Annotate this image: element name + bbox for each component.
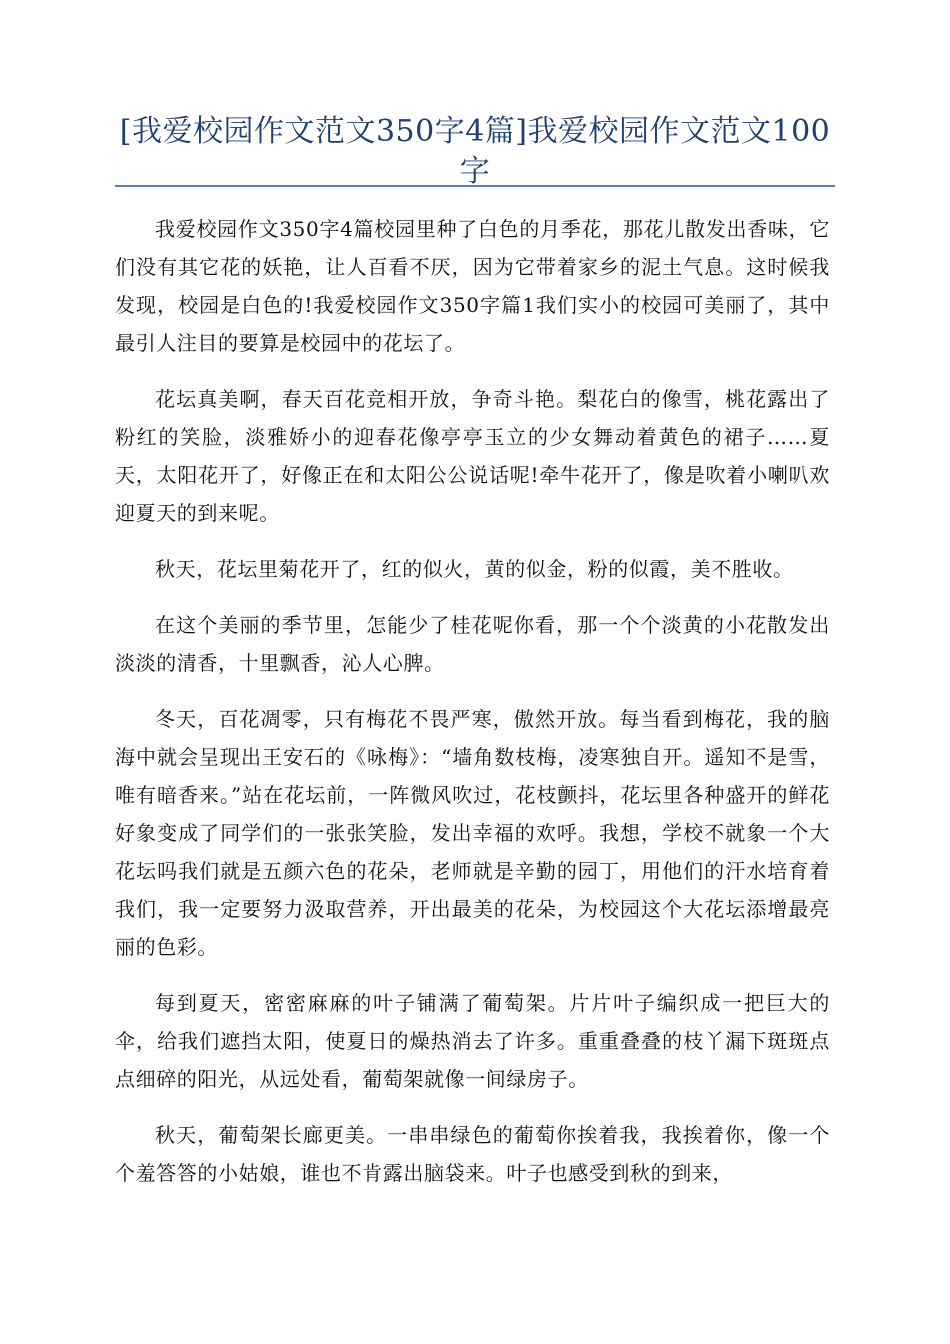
paragraph-7: 秋天，葡萄架长廊更美。一串串绿色的葡萄你挨着我，我挨着你，像一个个羞答答的小姑娘，谁也不肯露出脑袋来。叶子也感受到秋的到来， — [115, 1123, 830, 1185]
paragraph-1: 我爱校园作文350字4篇校园里种了白色的月季花，那花儿散发出香味，它们没有其它花的妖艳，让人百看不厌，因为它带着家乡的泥土气息。这时候我发现，校园是白色的!我爱校园作文350字篇1我们实小的校园可美丽了，其中最引人注目的要算是校园中的花坛了。 — [115, 217, 830, 355]
paragraph-2: 花坛真美啊，春天百花竞相开放，争奇斗艳。梨花白的像雪，桃花露出了粉红的笑脸，淡雅娇小的迎春花像亭亭玉立的少女舞动着黄色的裙子……夏天，太阳花开了，好像正在和太阳公公说话呢!牵牛花开了，像是吹着小喇叭欢迎夏天的到来呢。 — [115, 387, 830, 525]
document-title: [我爱校园作文范文350字4篇]我爱校园作文范文100字 — [119, 114, 831, 189]
document-body — [115, 210, 830, 1210]
title-divider — [115, 185, 835, 187]
paragraph-5: 冬天，百花凋零，只有梅花不畏严寒，傲然开放。每当看到梅花，我的脑海中就会呈现出王安石的《咏梅》：“墙角数枝梅，凌寒独自开。遥知不是雪，唯有暗香来。”站在花坛前，一阵微风吹过，花枝颤抖，花坛里各种盛开的鲜花好象变成了同学们的一张张笑脸，发出幸福的欢呼。我想，学校不就象一个大花坛吗我们就是五颜六色的花朵，老师就是辛勤的园丁，用他们的汗水培育着我们，我一定要努力汲取营养，开出最美的花朵，为校园这个大花坛添增最亮丽的色彩。 — [115, 707, 830, 959]
paragraph-4: 在这个美丽的季节里，怎能少了桂花呢你看，那一个个淡黄的小花散发出淡淡的清香，十里飘香，沁人心脾。 — [115, 613, 830, 675]
paragraph-6: 每到夏天，密密麻麻的叶子铺满了葡萄架。片片叶子编织成一把巨大的伞，给我们遮挡太阳，使夏日的燥热消去了许多。重重叠叠的枝丫漏下斑斑点点细碎的阳光，从远处看，葡萄架就像一间绿房子。 — [115, 991, 830, 1091]
paragraph-3: 秋天，花坛里菊花开了，红的似火，黄的似金，粉的似霞，美不胜收。 — [155, 557, 794, 581]
